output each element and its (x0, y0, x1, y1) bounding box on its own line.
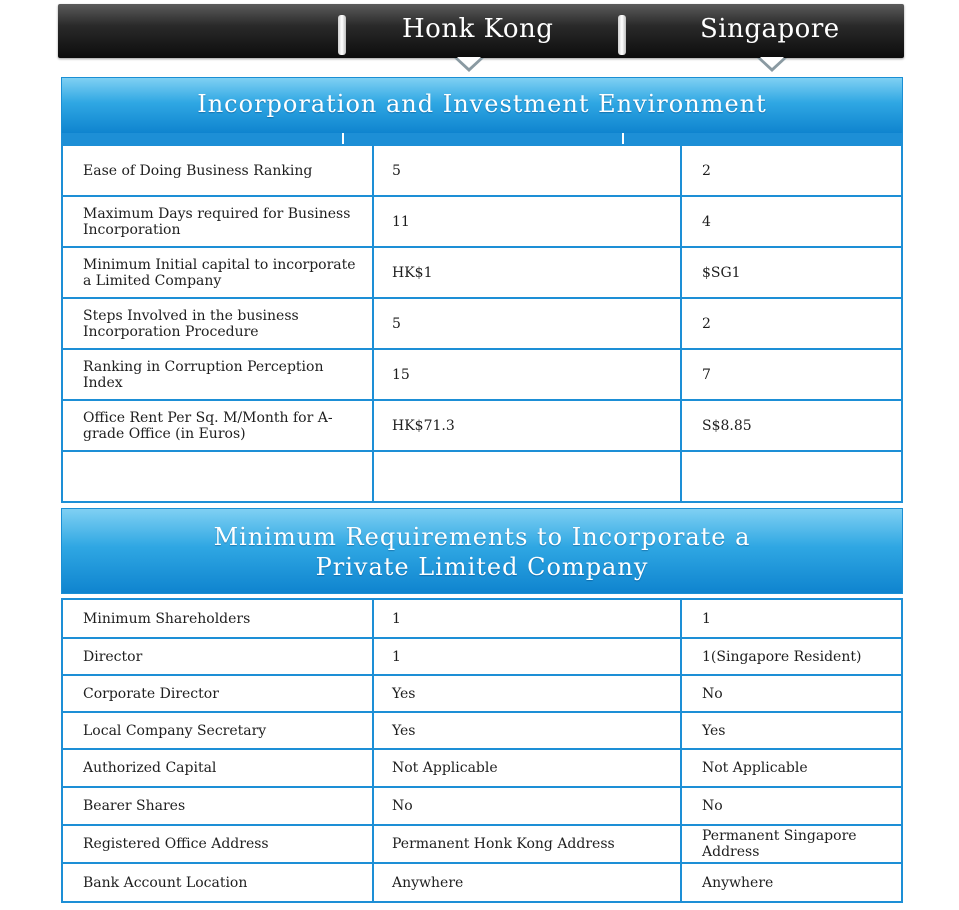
column-header-hong-kong: Honk Kong (402, 14, 554, 44)
row-label: Minimum Shareholders (62, 599, 373, 638)
hong-kong-value: No (373, 787, 681, 825)
header-separator (338, 15, 346, 55)
country-header-bar (58, 4, 904, 58)
singapore-value: No (681, 787, 902, 825)
banner-strip (61, 133, 903, 144)
singapore-value: 2 (681, 145, 902, 196)
row-label: Bearer Shares (62, 787, 373, 825)
singapore-value: 4 (681, 196, 902, 247)
singapore-value: 7 (681, 349, 902, 400)
row-label: Minimum Initial capital to incorporate a Limited Company (62, 247, 373, 298)
table-row (62, 599, 902, 638)
table-row (62, 349, 902, 400)
hong-kong-value: Yes (373, 675, 681, 712)
singapore-value: 1(Singapore Resident) (681, 638, 902, 675)
singapore-value: 1 (681, 599, 902, 638)
row-label: Authorized Capital (62, 749, 373, 787)
chevron-down-icon (757, 58, 787, 72)
hong-kong-value: 11 (373, 196, 681, 247)
row-label: Office Rent Per Sq. M/Month for A-grade Office (in Euros) (62, 400, 373, 451)
table-row (62, 787, 902, 825)
hong-kong-value: 1 (373, 599, 681, 638)
hong-kong-value: Anywhere (373, 863, 681, 902)
section-title-text: Incorporation and Investment Environment (197, 90, 767, 118)
singapore-value (681, 451, 902, 502)
row-label: Corporate Director (62, 675, 373, 712)
table-row (62, 298, 902, 349)
section-title-incorporation (61, 77, 903, 134)
singapore-value: $SG1 (681, 247, 902, 298)
header-separator (618, 15, 626, 55)
table-row (62, 825, 902, 863)
row-label: Local Company Secretary (62, 712, 373, 749)
hong-kong-value: HK$71.3 (373, 400, 681, 451)
hong-kong-value: 5 (373, 145, 681, 196)
column-divider (342, 133, 344, 144)
table-row-empty (62, 451, 902, 502)
hong-kong-value: Yes (373, 712, 681, 749)
chevron-down-icon (454, 58, 484, 72)
table-row (62, 675, 902, 712)
singapore-value: 2 (681, 298, 902, 349)
hong-kong-value: Permanent Honk Kong Address (373, 825, 681, 863)
row-label: Ranking in Corruption Perception Index (62, 349, 373, 400)
table-row (62, 400, 902, 451)
column-divider (622, 133, 624, 144)
table-row (62, 712, 902, 749)
singapore-value: S$8.85 (681, 400, 902, 451)
row-label: Maximum Days required for Business Incorporation (62, 196, 373, 247)
row-label: Steps Involved in the business Incorporation Procedure (62, 298, 373, 349)
hong-kong-value: 5 (373, 298, 681, 349)
row-label: Bank Account Location (62, 863, 373, 902)
section-title-line-2: Private Limited Company (315, 553, 649, 581)
column-header-singapore: Singapore (700, 14, 840, 44)
singapore-value: No (681, 675, 902, 712)
table-row (62, 145, 902, 196)
hong-kong-value: 15 (373, 349, 681, 400)
row-label: Registered Office Address (62, 825, 373, 863)
table-row (62, 638, 902, 675)
hong-kong-value (373, 451, 681, 502)
hong-kong-value: HK$1 (373, 247, 681, 298)
table-row (62, 247, 902, 298)
singapore-value: Yes (681, 712, 902, 749)
minimum-requirements-table (61, 598, 903, 903)
table-row (62, 863, 902, 902)
singapore-value: Permanent Singapore Address (681, 825, 902, 863)
section-title-line-1: Minimum Requirements to Incorporate a (213, 523, 751, 551)
row-label: Ease of Doing Business Ranking (62, 145, 373, 196)
singapore-value: Not Applicable (681, 749, 902, 787)
hong-kong-value: Not Applicable (373, 749, 681, 787)
table-row (62, 749, 902, 787)
hong-kong-value: 1 (373, 638, 681, 675)
row-label: Director (62, 638, 373, 675)
incorporation-environment-table (61, 144, 903, 503)
section-title-minimum-requirements (61, 508, 903, 594)
singapore-value: Anywhere (681, 863, 902, 902)
row-label (62, 451, 373, 502)
table-row (62, 196, 902, 247)
